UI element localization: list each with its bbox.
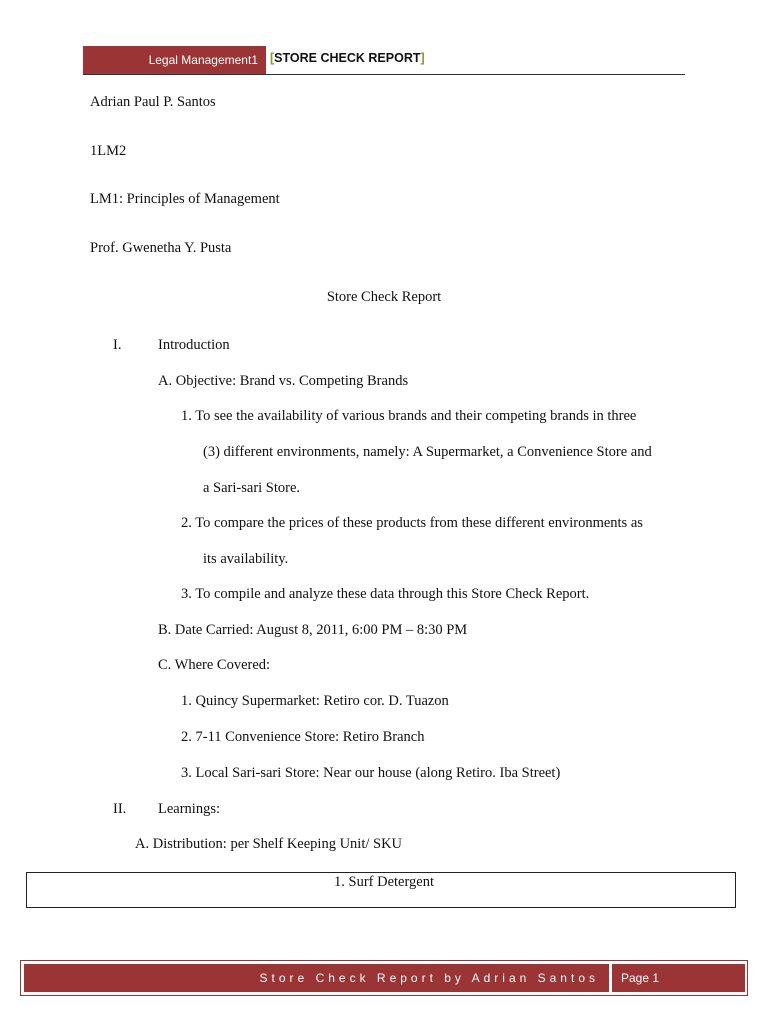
- header-course-tag: [83, 46, 266, 74]
- header-divider: [83, 74, 685, 75]
- section-2-numeral: II.: [113, 801, 127, 817]
- section-1-numeral: I.: [113, 337, 122, 353]
- where-covered-item: C. Where Covered:: [158, 657, 271, 673]
- footer-text: Store Check Report by Adrian Santos: [259, 971, 599, 985]
- footer-page-label: Page: [621, 971, 650, 985]
- section-1-heading: Introduction: [158, 337, 230, 353]
- header-title: [270, 51, 425, 65]
- subject-name: LM1: Principles of Management: [90, 191, 280, 207]
- footer-text-bar: [24, 964, 609, 992]
- location-1: 1. Quincy Supermarket: Retiro cor. D. Tuazon: [181, 693, 449, 709]
- distribution-item: A. Distribution: per Shelf Keeping Unit/ SKU: [135, 836, 403, 852]
- objective-1-line-1: 1. To see the availability of various brands and their competing brands in three: [181, 408, 637, 424]
- objective-1-line-2: (3) different environments, namely: A Supermarket, a Convenience Store and: [203, 444, 652, 460]
- objective-2-line-1: 2. To compare the prices of these products from these different environments as: [181, 515, 643, 531]
- location-2: 2. 7-11 Convenience Store: Retiro Branch: [181, 729, 425, 745]
- student-name: Adrian Paul P. Santos: [90, 94, 216, 110]
- header-course-label: Legal Management1: [148, 53, 258, 67]
- section-2-heading: Learnings:: [158, 801, 221, 817]
- header-bracket-close: ]: [420, 51, 425, 65]
- objective-2-line-2: its availability.: [203, 551, 289, 567]
- location-3: 3. Local Sari-sari Store: Near our house (along Retiro. Iba Street): [181, 765, 561, 781]
- document-title: Store Check Report: [326, 289, 442, 305]
- professor-name: Prof. Gwenetha Y. Pusta: [90, 240, 232, 256]
- header-title-text: STORE CHECK REPORT: [274, 51, 421, 65]
- objective-item: A. Objective: Brand vs. Competing Brands: [158, 373, 409, 389]
- header-bracket-open: [: [270, 51, 275, 65]
- student-section: 1LM2: [90, 143, 127, 159]
- footer-page-box: [612, 964, 745, 992]
- footer-page-number: 1: [652, 971, 660, 985]
- sku-table-first-row: 1. Surf Detergent: [334, 874, 434, 890]
- objective-3: 3. To compile and analyze these data through this Store Check Report.: [181, 586, 590, 602]
- objective-1-line-3: a Sari-sari Store.: [203, 480, 301, 496]
- date-carried-item: B. Date Carried: August 8, 2011, 6:00 PM – 8:30 PM: [158, 622, 468, 638]
